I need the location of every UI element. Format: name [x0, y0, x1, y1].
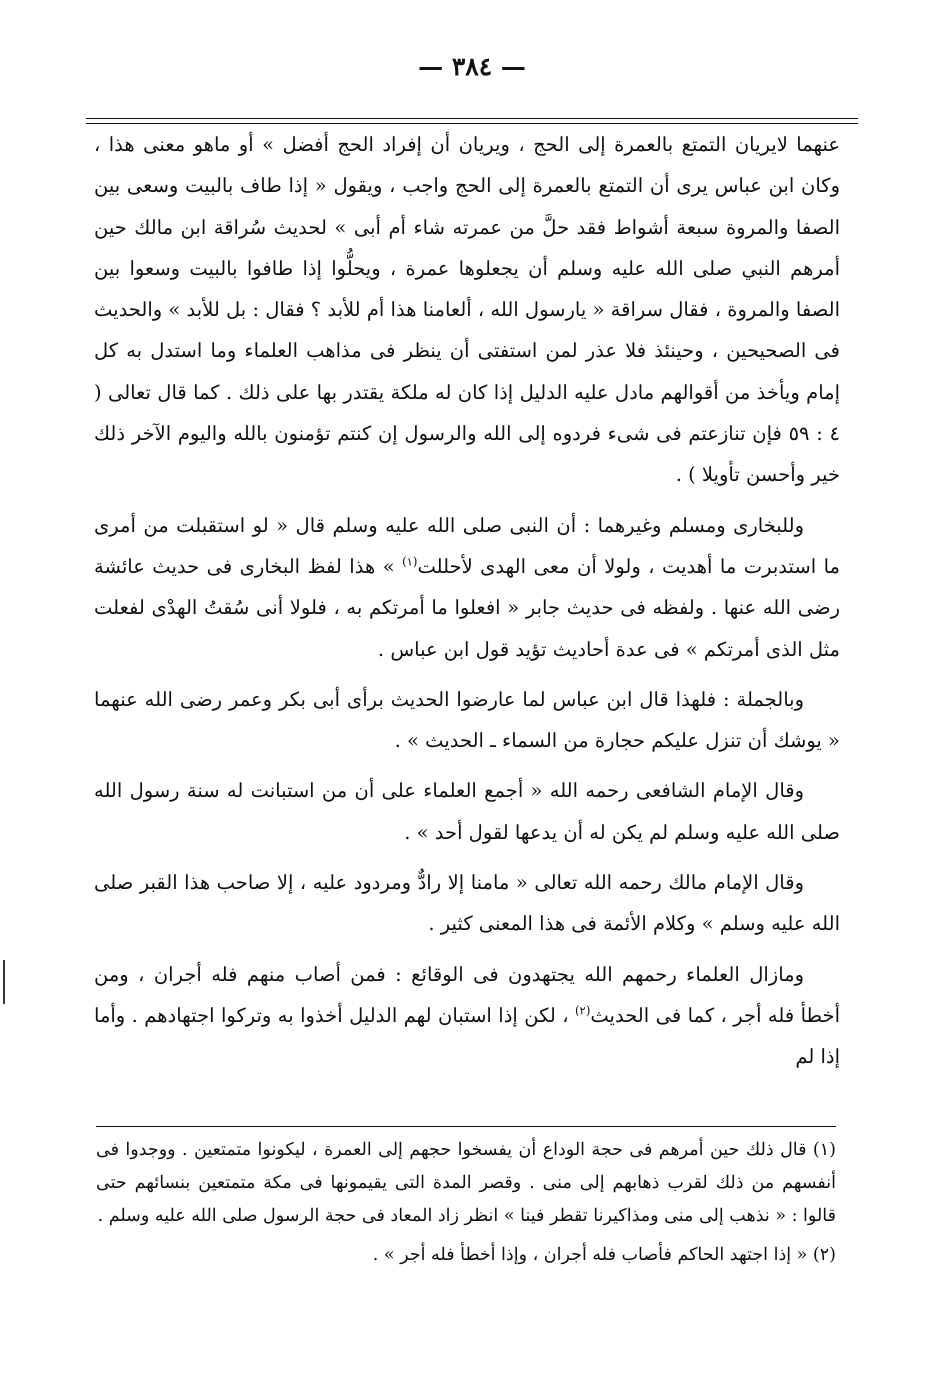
paragraph-6-text: ومازال العلماء رحمهم الله يجتهدون فى الوقائع : فمن أصاب منهم فله أجران ، ومن أخطأ فله أجر ، كما فى الحديث: [94, 962, 841, 1027]
paragraph-6: [94, 954, 840, 1078]
paragraph-6-text-cont: ، لكن إذا استبان لهم الدليل أخذوا به وتركوا اجتهادهم . وأما إذا لم: [94, 1003, 840, 1069]
paragraph-2-text: وللبخارى ومسلم وغيرهما : أن النبى صلى الله عليه وسلم قال « لو استقبلت من أمرى ما استدبرت ما أهديت ، ولولا أن معى الهدى لأحللت: [94, 513, 840, 578]
footnote-ref-2[interactable]: (٢): [574, 1003, 591, 1018]
page-number: — ٣٨٤ —: [418, 52, 526, 81]
paragraph-4: وقال الإمام الشافعى رحمه الله « أجمع العلماء على أن من استبانت له سنة رسول الله صلى الله عليه وسلم لم يكن له أن يدعها لقول أحد » .: [94, 779, 840, 844]
paragraph-3: وبالجملة : فلهذا قال ابن عباس لما عارضوا الحديث برأى أبى بكر وعمر رضى الله عنهما « يوشك أن تنزل عليكم حجارة من السماء ـ الحديث » .: [94, 687, 840, 753]
footnote-1: (١) قال ذلك حين أمرهم فى حجة الوداع أن يفسخوا حجهم إلى العمرة ، ليكونوا متمتعين . ووجدوا فى أنفسهم من ذلك لقرب ذهابهم إلى منى . وقصر المدة التى يقيمونها فى مكة متمتعين بنسائهم حتى قالوا : « نذهب إلى منى ومذاكيرنا تقطر فينا » انظر زاد المعاد فى حجة الرسول صلى الله عليه وسلم .: [96, 1140, 836, 1226]
paragraph-2-text-cont: » هذا لفظ البخارى فى حديث عائشة رضى الله عنها . ولفظه فى حديث جابر « افعلوا ما أمرتكم به ، فلولا أنى سُقتُ الهدْى لفعلت مثل الذى أمرتكم » فى عدة أحاديث تؤيد قول ابن عباس .: [94, 554, 840, 661]
header-rule-thick: [86, 118, 858, 119]
footnotes: [96, 1134, 836, 1272]
main-text: [94, 124, 840, 1078]
footnote-ref-1[interactable]: (١): [402, 554, 418, 569]
paragraph-5: وقال الإمام مالك رحمه الله تعالى « مامنا إلا رادٌّ ومردود عليه ، إلا صاحب هذا القبر صلى الله عليه وسلم » وكلام الأئمة فى هذا المعنى كثير .: [94, 871, 840, 936]
footnote-rule: [96, 1126, 836, 1127]
paragraph-2: [94, 505, 840, 670]
paragraph-1: عنهما لايريان التمتع بالعمرة إلى الحج ، ويريان أن إفراد الحج أفضل » أو ماهو معنى هذا ، وكان ابن عباس يرى أن التمتع بالعمرة إلى الحج واجب ، ويقول « إذا طاف بالبيت وسعى بين الصفا والمروة سبعة أشواط فقد حلَّ من عمرته شاء أم أبى » لحديث سُراقة ابن مالك حين أمرهم النبي صلى الله عليه وسلم أن يجعلوها عمرة ، ويحلُّوا إذا طافوا بالبيت وسعوا بين الصفا والمروة ، فقال سراقة « يارسول الله ، ألعامنا هذا أم للأبد ؟ فقال : بل للأبد » والحديث فى الصحيحين ، وحينئذ فلا عذر لمن استفتى أن ينظر فى مذاهب العلماء وما استدل به كل إمام ويأخذ من أقوالهم مادل عليه الدليل إذا كان له ملكة يقتدر بها على ذلك . كما قال تعالى ( ٤ : ٥٩ فإن تنازعتم فى شىء فردوه إلى الله والرسول إن كنتم تؤمنون بالله واليوم الآخر ذلك خير وأحسن تأويلا ) .: [94, 133, 841, 487]
scan-margin-mark: [3, 960, 5, 1004]
footnote-2: (٢) « إذا اجتهد الحاكم فأصاب فله أجران ، وإذا أخطأ فله أجر » .: [372, 1245, 836, 1265]
